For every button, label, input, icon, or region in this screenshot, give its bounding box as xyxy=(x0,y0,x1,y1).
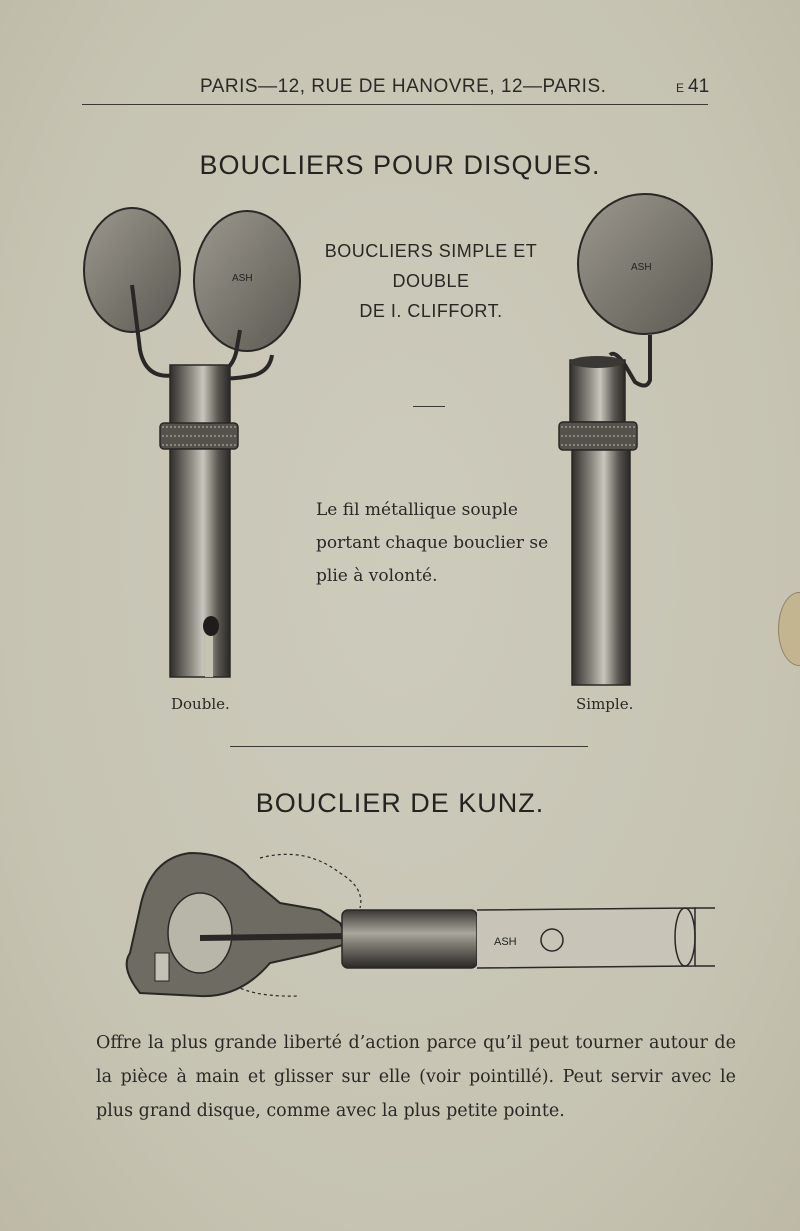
page-number xyxy=(676,76,709,98)
double-ash-mark: ASH xyxy=(232,273,253,284)
page-number-value: 41 xyxy=(688,76,710,97)
page-header-address: PARIS—12, RUE DE HANOVRE, 12—PARIS. xyxy=(200,76,607,97)
wire-description: Le fil métallique souple portant chaque bouclier se plie à volonté. xyxy=(316,500,549,586)
caption-line-1: BOUCLIERS SIMPLE ET xyxy=(324,241,538,261)
section-title-kunz: BOUCLIER DE KUNZ. xyxy=(255,788,545,818)
section-title-boucliers: BOUCLIERS POUR DISQUES. xyxy=(199,150,601,180)
page-prefix: E xyxy=(676,81,685,95)
double-shield-illustration xyxy=(80,205,310,690)
header-rule xyxy=(82,104,708,105)
section-divider xyxy=(230,746,588,747)
simple-shield-illustration xyxy=(555,190,720,690)
simple-ash-mark: ASH xyxy=(631,262,652,273)
kunz-ash-mark: ASH xyxy=(494,936,517,948)
short-divider xyxy=(413,406,445,407)
caption-line-3: DE I. CLIFFORT. xyxy=(359,301,503,321)
label-double: Double. xyxy=(171,695,230,713)
clifford-caption xyxy=(300,236,562,326)
caption-line-2: DOUBLE xyxy=(392,271,470,291)
page-tab-edge xyxy=(778,592,800,666)
label-simple: Simple. xyxy=(576,695,634,713)
kunz-shield-illustration xyxy=(120,848,715,1003)
kunz-description: Offre la plus grande liberté d’action parce qu’il peut tourner autour de la pièce à main et glisser sur elle (voir pointillé). Peut servir avec le plus grand disque, comme avec la plus petite pointe. xyxy=(96,1033,736,1121)
